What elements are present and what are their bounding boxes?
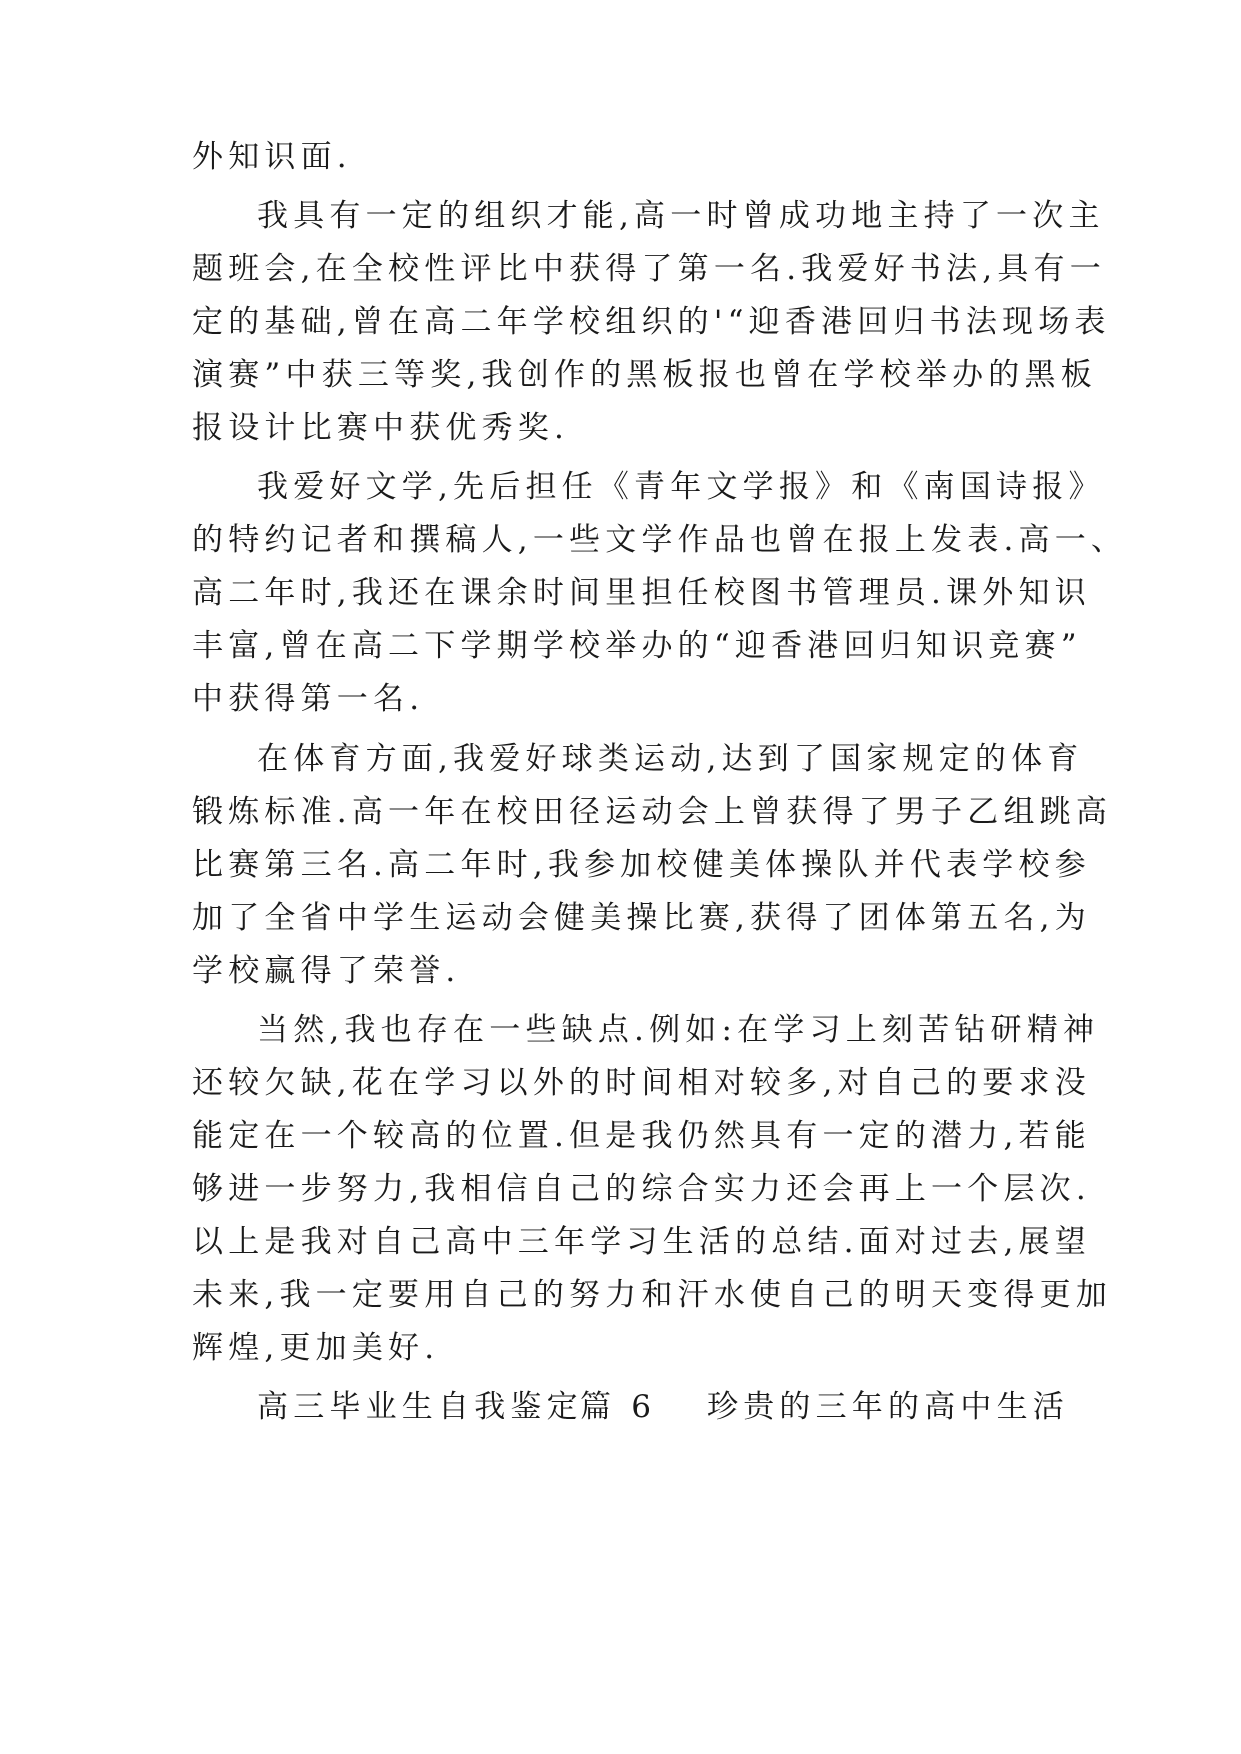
text-line: 外知识面. — [192, 139, 352, 175]
text-line: 能定在一个较高的位置.但是我仍然具有一定的潜力,若能 — [192, 1118, 1091, 1154]
text-line: 比赛第三名.高二年时,我参加校健美体操队并代表学校参 — [192, 847, 1091, 883]
text-line: 锻炼标准.高一年在校田径运动会上曾获得了男子乙组跳高 — [192, 794, 1113, 830]
paragraph-first-line: 我具有一定的组织才能,高一时曾成功地主持了一次主 — [257, 198, 1105, 234]
section-heading-title: 高三毕业生自我鉴定 — [257, 1389, 583, 1425]
text-line: 定的基础,曾在高二年学校组织的'“迎香港回归书法现场表 — [192, 304, 1111, 340]
text-line: 题班会,在全校性评比中获得了第一名.我爱好书法,具有一 — [192, 251, 1106, 287]
text-line: 演赛”中获三等奖,我创作的黑板报也曾在学校举办的黑板 — [192, 357, 1097, 393]
section-heading-number: 篇 6 — [580, 1389, 657, 1425]
paragraph-first-line: 我爱好文学,先后担任《青年文学报》和《南国诗报》 — [257, 469, 1105, 505]
section-heading-continuation: 珍贵的三年的高中生活 — [707, 1389, 1069, 1425]
text-line: 中获得第一名. — [192, 681, 425, 717]
text-line: 加了全省中学生运动会健美操比赛,获得了团体第五名,为 — [192, 900, 1091, 936]
paragraph-first-line: 当然,我也存在一些缺点.例如:在学习上刻苦钻研精神 — [257, 1012, 1100, 1048]
text-line: 报设计比赛中获优秀奖. — [192, 410, 570, 446]
text-line: 丰富,曾在高二下学期学校举办的“迎香港回归知识竞赛” — [192, 628, 1082, 664]
text-line: 学校赢得了荣誉. — [192, 953, 461, 989]
text-line: 高二年时,我还在课余时间里担任校图书管理员.课外知识 — [192, 575, 1091, 611]
text-line: 的特约记者和撰稿人,一些文学作品也曾在报上发表.高一、 — [192, 522, 1128, 558]
text-line: 够进一步努力,我相信自己的综合实力还会再上一个层次. — [192, 1171, 1091, 1207]
text-line: 还较欠缺,花在学习以外的时间相对较多,对自己的要求没 — [192, 1065, 1091, 1101]
text-line: 以上是我对自己高中三年学习生活的总结.面对过去,展望 — [192, 1224, 1091, 1260]
paragraph-first-line: 在体育方面,我爱好球类运动,达到了国家规定的体育 — [257, 741, 1084, 777]
text-line: 未来,我一定要用自己的努力和汗水使自己的明天变得更加 — [192, 1277, 1113, 1313]
text-line: 辉煌,更加美好. — [192, 1330, 440, 1366]
